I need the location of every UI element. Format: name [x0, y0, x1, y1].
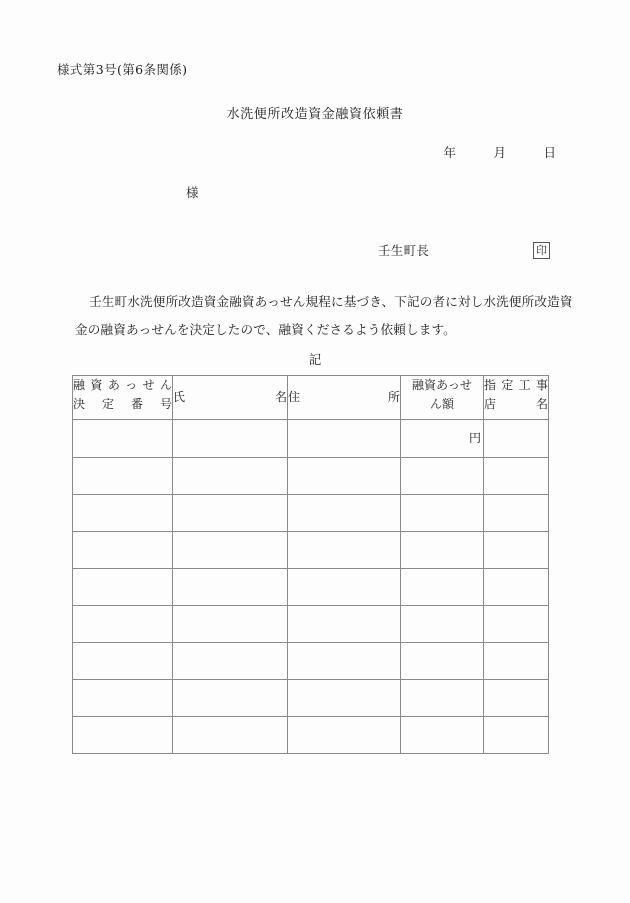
cell-address[interactable]	[288, 420, 401, 458]
signature-block	[378, 241, 550, 259]
cell-name[interactable]	[173, 643, 288, 680]
cell-name[interactable]	[173, 420, 288, 458]
cell-amount[interactable]	[401, 420, 484, 458]
cell-name[interactable]	[173, 532, 288, 569]
table-row	[73, 420, 549, 458]
column-header-shop	[484, 376, 549, 420]
cell-number[interactable]	[73, 532, 173, 569]
column-header-number-line1: 融資あっせん	[73, 378, 172, 392]
date-line: 年 月 日	[443, 145, 556, 160]
cell-shop[interactable]	[484, 532, 549, 569]
cell-amount[interactable]	[401, 495, 484, 532]
body-line-2: 金の融資あっせんを決定したので、融資くださるよう依頼します。	[75, 322, 456, 337]
column-header-name-left: 氏	[173, 390, 186, 404]
column-header-name	[173, 376, 288, 420]
currency-unit: 円	[468, 431, 481, 445]
ki-mark: 記	[308, 352, 322, 367]
column-header-address	[288, 376, 401, 420]
cell-number[interactable]	[73, 717, 173, 754]
cell-amount[interactable]	[401, 643, 484, 680]
cell-amount[interactable]	[401, 569, 484, 606]
table-header-row	[73, 376, 549, 420]
column-header-name-right: 名	[274, 390, 287, 404]
cell-amount[interactable]	[401, 680, 484, 717]
cell-shop[interactable]	[484, 717, 549, 754]
cell-shop[interactable]	[484, 680, 549, 717]
cell-amount[interactable]	[401, 606, 484, 643]
loan-record-table	[72, 375, 549, 754]
cell-name[interactable]	[173, 717, 288, 754]
cell-address[interactable]	[288, 532, 401, 569]
table-row	[73, 643, 549, 680]
cell-address[interactable]	[288, 569, 401, 606]
cell-name[interactable]	[173, 680, 288, 717]
cell-address[interactable]	[288, 680, 401, 717]
cell-number[interactable]	[73, 569, 173, 606]
table-row	[73, 680, 549, 717]
form-number: 様式第3号(第6条関係)	[57, 62, 188, 77]
addressee-honorific: 様	[186, 185, 199, 200]
column-header-number-line2: 決定番号	[73, 397, 172, 411]
table-body	[73, 420, 549, 754]
table-row	[73, 717, 549, 754]
column-header-amount-line1: 融資あっせ	[412, 378, 472, 392]
table-row	[73, 606, 549, 643]
column-header-amount	[401, 376, 484, 420]
cell-address[interactable]	[288, 495, 401, 532]
cell-number[interactable]	[73, 458, 173, 495]
cell-amount[interactable]	[401, 532, 484, 569]
body-paragraph	[75, 288, 573, 344]
cell-name[interactable]	[173, 495, 288, 532]
table-row	[73, 495, 549, 532]
cell-amount[interactable]	[401, 717, 484, 754]
cell-name[interactable]	[173, 606, 288, 643]
column-header-amount-line2: ん額	[429, 397, 454, 411]
cell-shop[interactable]	[484, 420, 549, 458]
column-header-address-right: 所	[387, 390, 400, 404]
cell-shop[interactable]	[484, 458, 549, 495]
seal-stamp-icon: 印	[533, 242, 550, 259]
cell-shop[interactable]	[484, 569, 549, 606]
cell-number[interactable]	[73, 606, 173, 643]
cell-number[interactable]	[73, 420, 173, 458]
document-title: 水洗便所改造資金融資依頼書	[226, 107, 404, 122]
cell-amount[interactable]	[401, 458, 484, 495]
column-header-address-left: 住	[288, 390, 301, 404]
signer-name: 壬生町長	[378, 243, 430, 258]
cell-shop[interactable]	[484, 606, 549, 643]
cell-name[interactable]	[173, 458, 288, 495]
cell-number[interactable]	[73, 643, 173, 680]
cell-address[interactable]	[288, 717, 401, 754]
table-row	[73, 532, 549, 569]
cell-shop[interactable]	[484, 495, 549, 532]
cell-number[interactable]	[73, 495, 173, 532]
cell-shop[interactable]	[484, 643, 549, 680]
body-line-1: 壬生町水洗便所改造資金融資あっせん規程に基づき、下記の者に対し水洗便所改造資	[89, 294, 573, 309]
cell-number[interactable]	[73, 680, 173, 717]
column-header-number	[73, 376, 173, 420]
cell-address[interactable]	[288, 606, 401, 643]
column-header-shop-line2: 店 名	[484, 397, 548, 411]
table-row	[73, 458, 549, 495]
cell-name[interactable]	[173, 569, 288, 606]
cell-address[interactable]	[288, 643, 401, 680]
column-header-shop-line1: 指定工事	[484, 378, 548, 392]
table-row	[73, 569, 549, 606]
cell-address[interactable]	[288, 458, 401, 495]
